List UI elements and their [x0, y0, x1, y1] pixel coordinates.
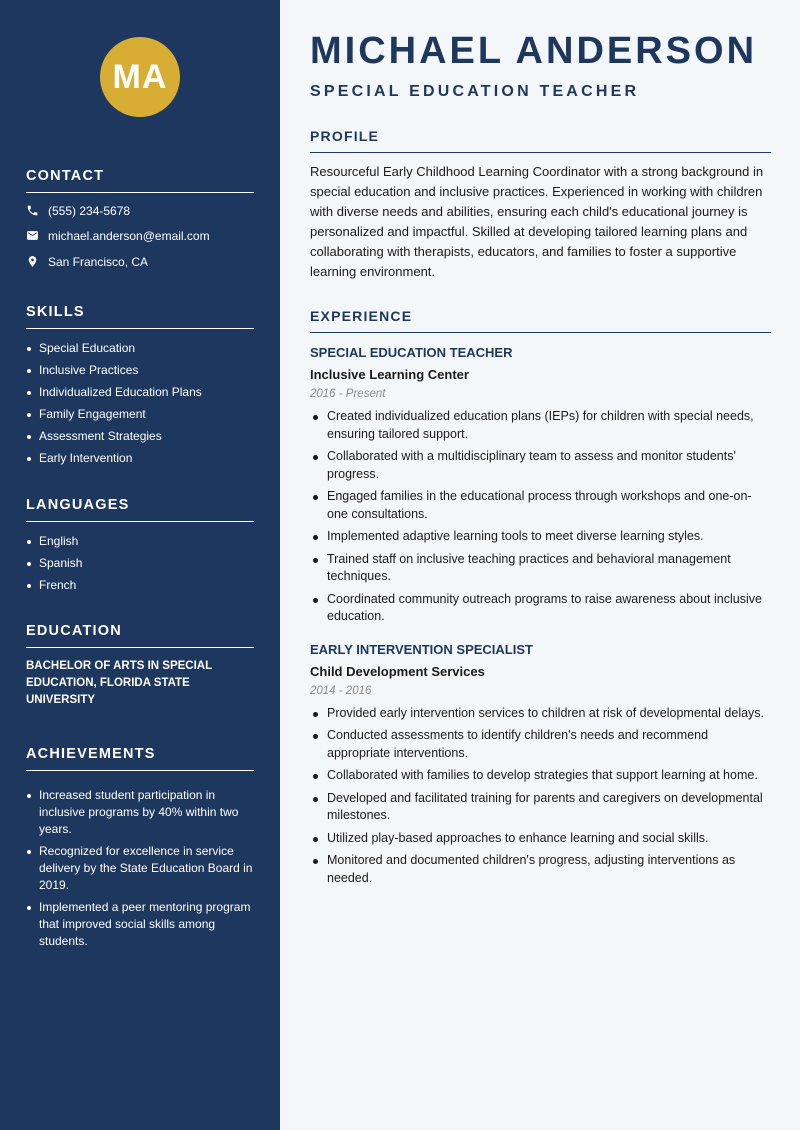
contact-email[interactable]: [26, 224, 254, 250]
achievement-item: Recognized for excellence in service delivery by the State Education Board in 2019.: [26, 843, 254, 894]
email-text[interactable]: michael.anderson@email.com: [48, 229, 210, 244]
job-title: EARLY INTERVENTION SPECIALIST: [310, 641, 533, 657]
job-dates: 2016 - Present: [310, 388, 386, 400]
job-bullet: Trained staff on inclusive teaching practices and behavioral management techniques.: [310, 551, 771, 586]
profile-heading: PROFILE: [310, 128, 771, 153]
job-bullets: [310, 408, 771, 626]
languages-section: [26, 497, 254, 599]
language-item: English: [26, 533, 254, 550]
job-bullet: Developed and facilitated training for parents and caregivers on developmental milestones.: [310, 790, 771, 825]
skill-item: Early Intervention: [26, 450, 254, 467]
skill-item: Individualized Education Plans: [26, 384, 254, 401]
job-bullets: [310, 705, 771, 888]
profile-text: Resourceful Early Childhood Learning Coordinator with a strong background in special education and inclusive practices. Experienced in working with children with diverse needs and abilities, ensuring each child's educational journey is personalized and impactful. Skilled at developing tailored learning plans and collaborating with therapists, educators, and families to foster a supportive learning environment.: [310, 164, 764, 279]
job-bullet: Created individualized education plans (IEPs) for children with special needs, ensuring tailored support.: [310, 408, 771, 443]
email-icon: [26, 229, 40, 243]
candidate-role: SPECIAL EDUCATION TEACHER: [310, 83, 640, 100]
contact-phone: [26, 198, 254, 224]
skills-heading: SKILLS: [26, 304, 254, 329]
job-entry: [310, 642, 771, 888]
job-dates: 2014 - 2016: [310, 684, 372, 697]
skill-item: Assessment Strategies: [26, 428, 254, 445]
avatar-initials: MA: [112, 57, 168, 96]
contact-heading: CONTACT: [26, 168, 254, 193]
skill-item: Inclusive Practices: [26, 362, 254, 379]
education-heading: EDUCATION: [26, 623, 254, 648]
achievements-section: [26, 746, 254, 955]
avatar: [100, 37, 180, 117]
job-company: Inclusive Learning Center: [310, 367, 469, 382]
experience-section: [310, 308, 771, 892]
phone-icon: [26, 204, 40, 218]
skill-item: Family Engagement: [26, 406, 254, 423]
job-bullet: Utilized play-based approaches to enhance learning and social skills.: [310, 830, 771, 848]
location-pin-icon: [26, 255, 40, 269]
location-text: San Francisco, CA: [48, 254, 149, 269]
contact-section: [26, 168, 254, 275]
job-bullet: Monitored and documented children's progress, adjusting interventions as needed.: [310, 852, 771, 887]
achievement-item: Implemented a peer mentoring program that improved social skills among students.: [26, 899, 254, 950]
language-item: Spanish: [26, 555, 254, 572]
skill-item: Special Education: [26, 340, 254, 357]
job-company: Child Development Services: [310, 663, 485, 679]
skills-section: [26, 304, 254, 472]
job-entry: [310, 345, 771, 626]
phone-text: (555) 234-5678: [48, 203, 131, 218]
achievements-list: [26, 787, 254, 950]
achievements-heading: ACHIEVEMENTS: [26, 746, 254, 771]
job-bullet: Conducted assessments to identify children's needs and recommend appropriate interventions.: [310, 727, 771, 762]
language-item: French: [26, 577, 254, 594]
job-bullet: Implemented adaptive learning tools to meet diverse learning styles.: [310, 528, 771, 546]
languages-list: [26, 533, 254, 594]
job-bullet: Provided early intervention services to children at risk of developmental delays.: [310, 705, 771, 723]
contact-location: [26, 249, 254, 275]
profile-section: [310, 128, 771, 282]
achievement-item: Increased student participation in inclusive programs by 40% within two years.: [26, 787, 254, 838]
job-bullet: Collaborated with families to develop strategies that support learning at home.: [310, 767, 771, 785]
job-bullet: Collaborated with a multidisciplinary team to assess and monitor students' progress.: [310, 448, 771, 483]
sidebar: [0, 0, 280, 1130]
skills-list: [26, 340, 254, 467]
education-section: [26, 623, 254, 709]
candidate-name: MICHAEL ANDERSON: [310, 30, 758, 72]
education-degree: BACHELOR OF ARTS IN SPECIAL EDUCATION, FLORIDA STATE UNIVERSITY: [26, 660, 212, 706]
job-bullet: Coordinated community outreach programs to raise awareness about inclusive education.: [310, 591, 771, 626]
languages-heading: LANGUAGES: [26, 497, 254, 522]
job-bullet: Engaged families in the educational process through workshops and one-on-one consultations.: [310, 488, 771, 523]
experience-heading: EXPERIENCE: [310, 308, 771, 333]
job-title: SPECIAL EDUCATION TEACHER: [310, 345, 513, 360]
